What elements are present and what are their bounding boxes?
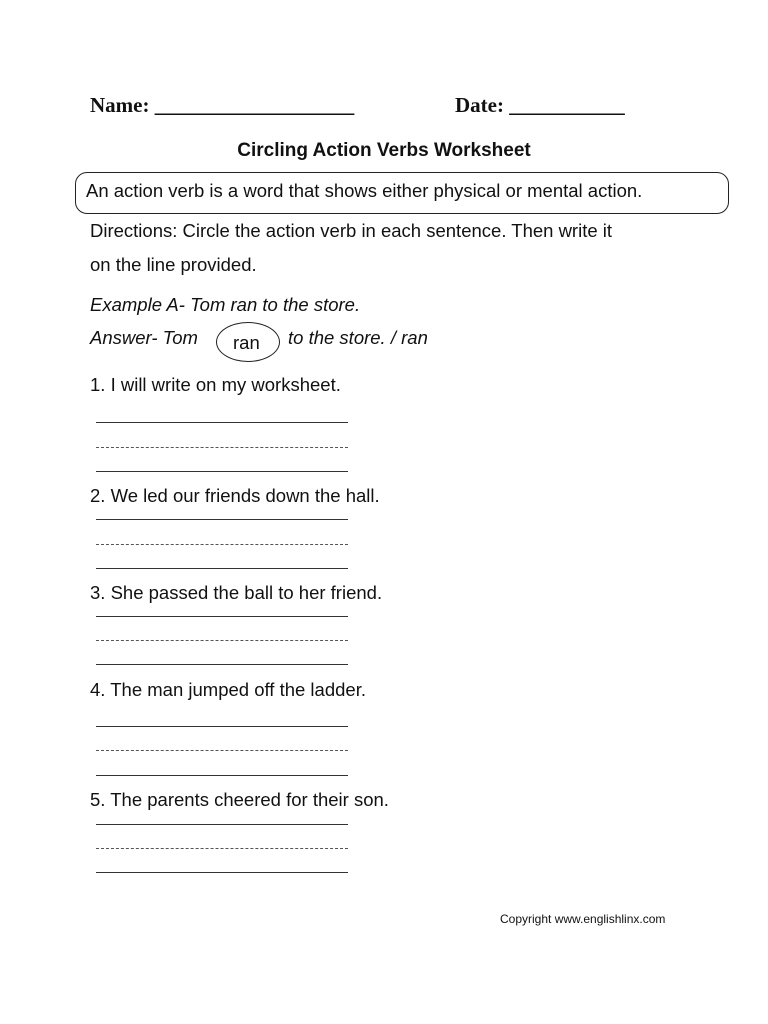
example-answer-circled-word: ran bbox=[233, 332, 260, 353]
answer-line-top[interactable] bbox=[96, 519, 348, 520]
example-answer-suffix: to the store. / ran bbox=[288, 327, 428, 348]
example-sentence: Example A- Tom ran to the store. bbox=[90, 294, 361, 315]
question-3: 3. She passed the ball to her friend. bbox=[90, 582, 383, 603]
directions-line-2: on the line provided. bbox=[90, 254, 257, 275]
answer-line-mid bbox=[96, 640, 348, 641]
answer-line-bottom[interactable] bbox=[96, 664, 348, 665]
answer-line-mid bbox=[96, 848, 348, 849]
question-2: 2. We led our friends down the hall. bbox=[90, 485, 380, 506]
question-4: 4. The man jumped off the ladder. bbox=[90, 679, 366, 700]
date-field-label: Date: ___________ bbox=[455, 93, 625, 117]
name-field-label: Name: ___________________ bbox=[90, 93, 355, 117]
answer-line-top[interactable] bbox=[96, 422, 348, 423]
worksheet-title: Circling Action Verbs Worksheet bbox=[237, 140, 531, 161]
copyright-notice: Copyright www.englishlinx.com bbox=[500, 912, 666, 926]
definition-text: An action verb is a word that shows either physical or mental action. bbox=[86, 180, 643, 201]
answer-line-bottom[interactable] bbox=[96, 471, 348, 472]
answer-line-bottom[interactable] bbox=[96, 872, 348, 873]
question-5: 5. The parents cheered for their son. bbox=[90, 789, 389, 810]
answer-line-top[interactable] bbox=[96, 616, 348, 617]
answer-line-top[interactable] bbox=[96, 824, 348, 825]
answer-line-bottom[interactable] bbox=[96, 568, 348, 569]
answer-line-bottom[interactable] bbox=[96, 775, 348, 776]
answer-line-mid bbox=[96, 544, 348, 545]
answer-line-mid bbox=[96, 750, 348, 751]
directions-line-1: Directions: Circle the action verb in each sentence. Then write it bbox=[90, 220, 613, 241]
answer-line-top[interactable] bbox=[96, 726, 348, 727]
question-1: 1. I will write on my worksheet. bbox=[90, 374, 341, 395]
example-answer-prefix: Answer- Tom bbox=[90, 327, 198, 348]
answer-line-mid bbox=[96, 447, 348, 448]
